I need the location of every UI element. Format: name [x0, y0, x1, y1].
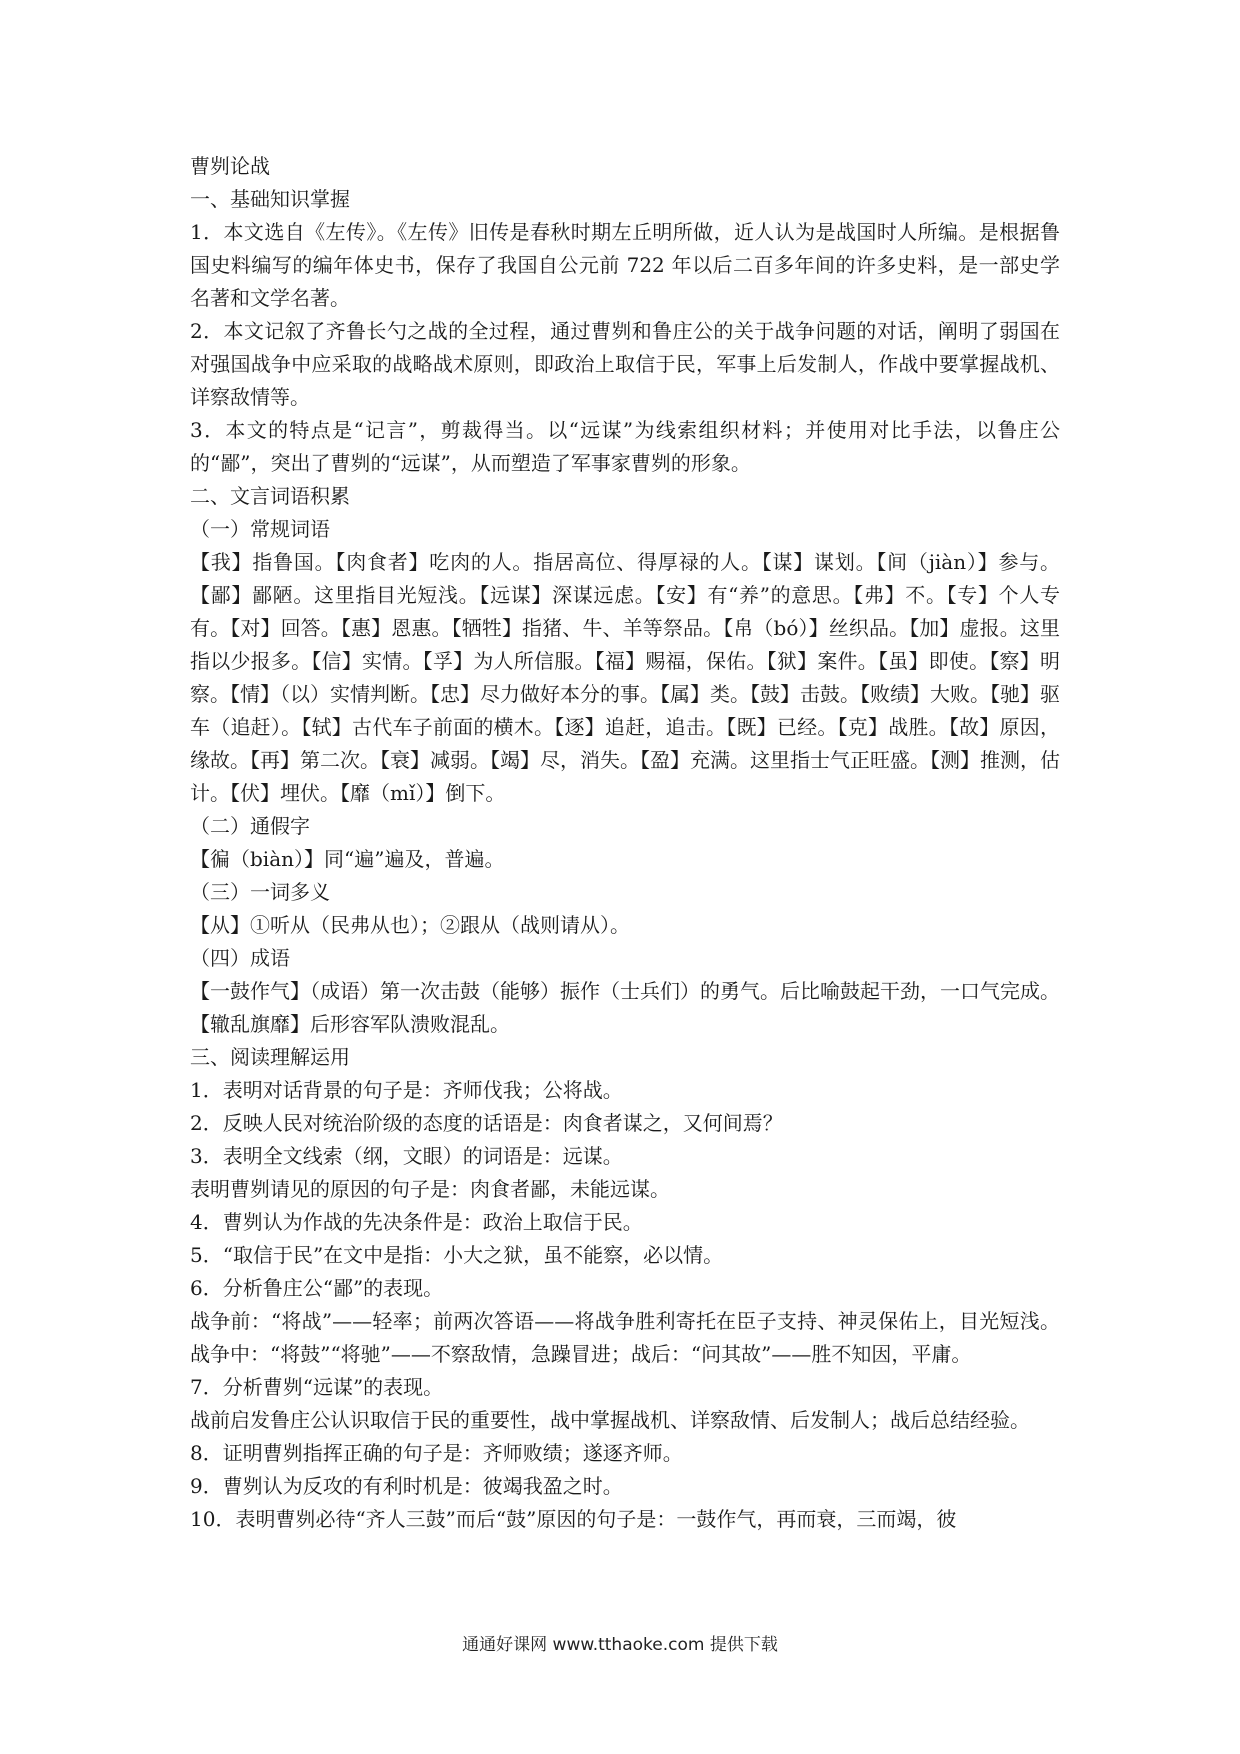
paragraph-polysemy: 【从】①听从（民弗从也）；②跟从（战则请从）。	[190, 913, 630, 937]
reading-item-5: 5．“取信于民”在文中是指：小大之狱，虽不能察，必以情。	[190, 1243, 724, 1267]
section-heading-basics: 一、基础知识掌握	[190, 187, 350, 211]
reading-item-10: 10．表明曹刿必待“齐人三鼓”而后“鼓”原因的句子是：一鼓作气，再而衰，三而竭，彼	[190, 1507, 957, 1531]
paragraph-1: 1．本文选自《左传》。《左传》旧传是春秋时期左丘明所做，近人认为是战国时人所编。是根据鲁国史料编写的编年体史书，保存了我国自公元前 722 年以后二百多年间的许多史料，是一部史学名著和文学名著。	[190, 220, 1060, 310]
paragraph-loan-characters: 【徧（biàn）】同“遍”遍及，普遍。	[190, 847, 505, 871]
subheading-idioms: （四）成语	[190, 946, 290, 970]
reading-item-8: 8．证明曹刿指挥正确的句子是：齐师败绩；遂逐齐师。	[190, 1441, 683, 1465]
reading-item-7-answer: 战前启发鲁庄公认识取信于民的重要性，战中掌握战机、详察敌情、后发制人；战后总结经验。	[190, 1408, 1030, 1432]
reading-item-7: 7．分析曹刿“远谋”的表现。	[190, 1375, 444, 1399]
reading-item-1: 1．表明对话背景的句子是：齐师伐我；公将战。	[190, 1078, 623, 1102]
reading-item-3-extra: 表明曹刿请见的原因的句子是：肉食者鄙，未能远谋。	[190, 1177, 670, 1201]
reading-item-2: 2．反映人民对统治阶级的态度的话语是：肉食者谋之，又何间焉？	[190, 1111, 783, 1135]
reading-item-6: 6．分析鲁庄公“鄙”的表现。	[190, 1276, 444, 1300]
section-heading-vocabulary: 二、文言词语积累	[190, 484, 350, 508]
reading-item-4: 4．曹刿认为作战的先决条件是：政治上取信于民。	[190, 1210, 643, 1234]
subheading-loan-characters: （二）通假字	[190, 814, 310, 838]
subheading-polysemy: （三）一词多义	[190, 880, 330, 904]
section-heading-reading: 三、阅读理解运用	[190, 1045, 350, 1069]
reading-item-6-answer: 战争前：“将战”——轻率；前两次答语——将战争胜利寄托在臣子支持、神灵保佑上，目光短浅。战争中：“将鼓”“将驰”——不察敌情，急躁冒进；战后：“问其故”——胜不知因，平庸。	[190, 1309, 1060, 1366]
paragraph-2: 2．本文记叙了齐鲁长勺之战的全过程，通过曹刿和鲁庄公的关于战争问题的对话，阐明了弱国在对强国战争中应采取的战略战术原则，即政治上取信于民，军事上后发制人，作战中要掌握战机、详察敌情等。	[190, 319, 1060, 409]
paragraph-idioms: 【一鼓作气】（成语）第一次击鼓（能够）振作（士兵们）的勇气。后比喻鼓起干劲，一口气完成。【辙乱旗靡】后形容军队溃败混乱。	[190, 979, 1060, 1036]
paragraph-common-words: 【我】指鲁国。【肉食者】吃肉的人。指居高位、得厚禄的人。【谋】谋划。【间（jiàn）】参与。【鄙】鄙陋。这里指目光短浅。【远谋】深谋远虑。【安】有“养”的意思。【弗】不。【专】个人专有。【对】回答。【惠】恩惠。【牺牲】指猪、牛、羊等祭品。【帛（bó）】丝织品。【加】虚报。这里指以少报多。【信】实情。【孚】为人所信服。【福】赐福，保佑。【狱】案件。【虽】即使。【察】明察。【情】（以）实情判断。【忠】尽力做好本分的事。【属】类。【鼓】击鼓。【败绩】大败。【驰】驱车（追赶）。【轼】古代车子前面的横木。【逐】追赶，追击。【既】已经。【克】战胜。【故】原因，缘故。【再】第二次。【衰】减弱。【竭】尽，消失。【盈】充满。这里指士气正旺盛。【测】推测，估计。【伏】埋伏。【靡（mǐ）】倒下。	[190, 550, 1060, 805]
document-title: 曹刿论战	[190, 154, 270, 178]
reading-item-3: 3．表明全文线索（纲，文眼）的词语是：远谋。	[190, 1144, 623, 1168]
paragraph-3: 3．本文的特点是“记言”，剪裁得当。以“远谋”为线索组织材料；并使用对比手法，以鲁庄公的“鄙”，突出了曹刿的“远谋”，从而塑造了军事家曹刿的形象。	[190, 418, 1060, 475]
document-body	[190, 150, 1060, 1536]
subheading-common-words: （一）常规词语	[190, 517, 330, 541]
page-footer: 通通好课网 www.tthaoke.com 提供下载	[462, 1635, 778, 1655]
reading-item-9: 9．曹刿认为反攻的有利时机是：彼竭我盈之时。	[190, 1474, 623, 1498]
